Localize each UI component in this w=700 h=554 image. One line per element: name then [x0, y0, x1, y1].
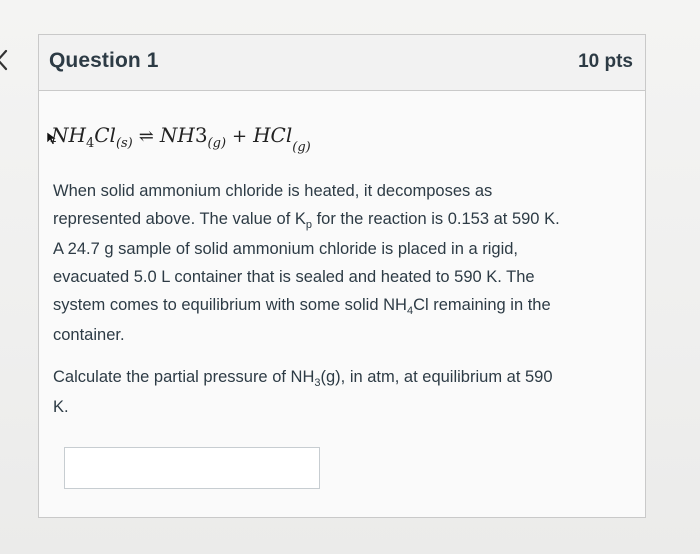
- description-line: When solid ammonium chloride is heated, it decomposes as: [53, 182, 493, 200]
- reaction-equation: [51, 123, 311, 155]
- question-title: Question 1: [49, 49, 159, 72]
- question-prompt: [53, 363, 633, 421]
- reactant-formula: NH: [51, 123, 86, 147]
- question-points: 10 pts: [578, 51, 633, 72]
- prompt-line: Calculate the partial pressure of $NH_3(g)$, in atm, at equilibrium at 590: [53, 368, 553, 389]
- reactant-chlorine: Cl: [94, 123, 116, 147]
- description-line: container.: [53, 326, 125, 344]
- product1-formula: NH: [159, 123, 195, 147]
- description-line: represented above. The value of $K_p$ for the reaction is 0.153 at 590 K.: [53, 210, 560, 231]
- reactant-state: (s): [115, 136, 133, 151]
- product2-formula: HCl: [253, 123, 293, 147]
- description-line: A 24.7 g sample of solid ammonium chloride is placed in a rigid,: [53, 240, 518, 258]
- question-description: [53, 177, 633, 349]
- description-line: system comes to equilibrium with some solid $NH_4Cl$ remaining in the: [53, 296, 551, 317]
- description-line: evacuated 5.0 L container that is sealed and heated to 590 K. The: [53, 268, 535, 286]
- question-header: [39, 35, 645, 91]
- prompt-line: K.: [53, 398, 69, 416]
- product1-subscript: 3: [194, 123, 208, 147]
- question-card: [38, 34, 646, 518]
- product2-state: (g): [292, 140, 311, 155]
- answer-input[interactable]: [64, 447, 320, 489]
- product1-state: (g): [207, 136, 227, 151]
- reactant-subscript: 4: [85, 136, 95, 151]
- plus-sign: +: [232, 126, 248, 147]
- chevron-left-icon[interactable]: [0, 49, 12, 71]
- equilibrium-arrow: ⇌: [138, 126, 154, 147]
